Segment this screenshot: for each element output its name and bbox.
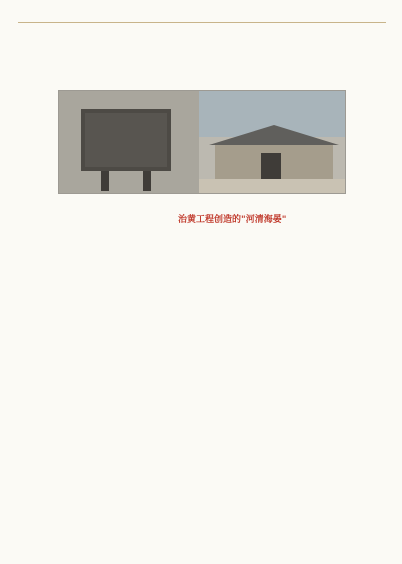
subsection-title: 治黄工程创造的"河清海晏" [178, 215, 287, 225]
feature-photo [58, 90, 346, 194]
header-rule [18, 22, 386, 23]
right-column [178, 208, 384, 546]
photo-illustration [59, 91, 346, 194]
page-footer [382, 537, 386, 556]
left-column [58, 208, 170, 508]
